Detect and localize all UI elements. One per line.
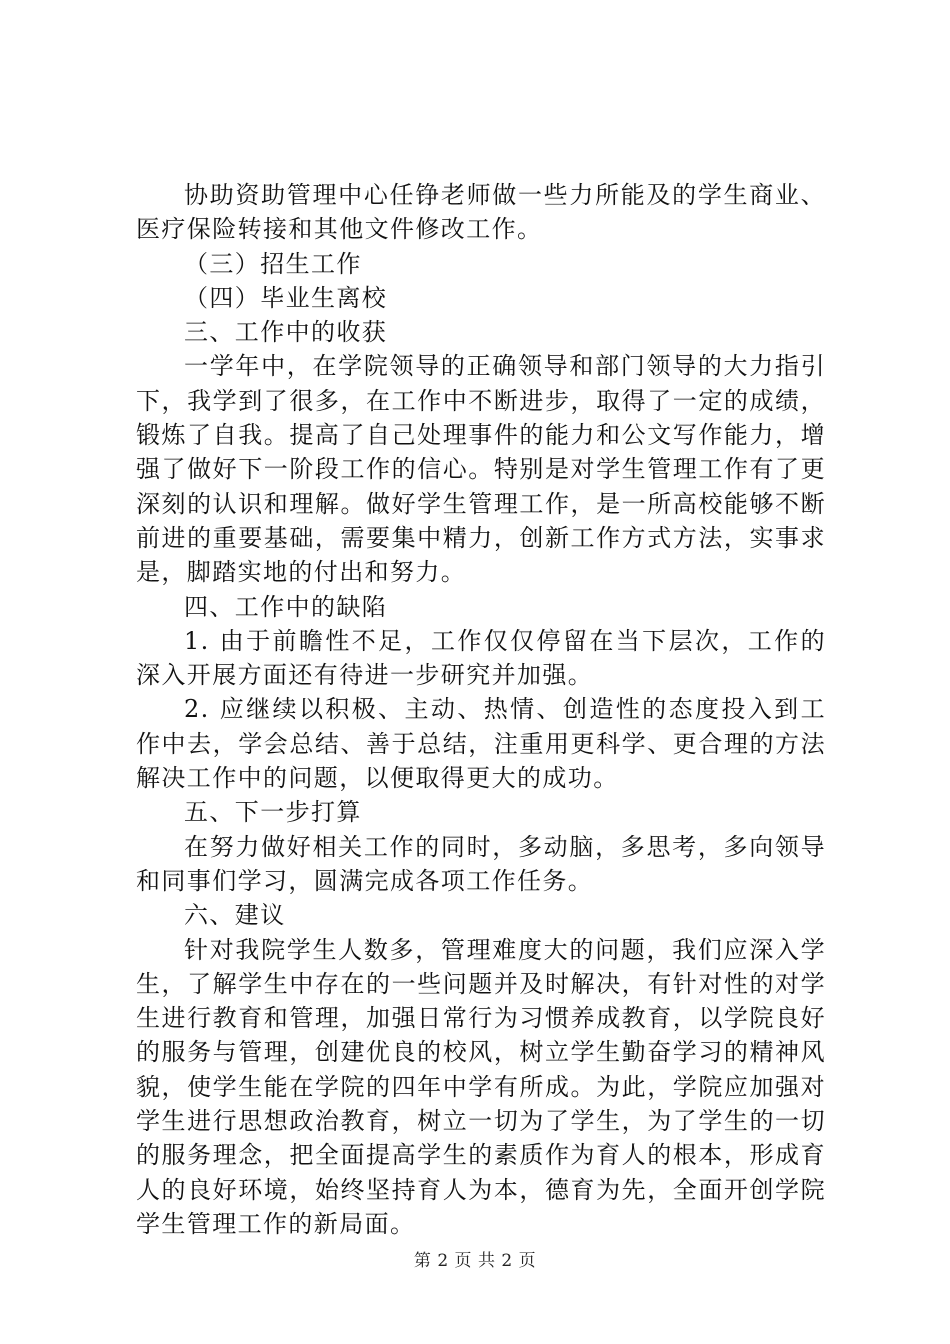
heading-next-steps: 五、下一步打算 [184, 798, 362, 827]
paragraph-gains: 一学年中，在学院领导的正确领导和部门领导的大力指引下，我学到了很多，在工作中不断进步，取得了一定的成绩，锻炼了自我。提高了自己处理事件的能力和公文写作能力，增强了做好下一阶段工作的信心。特别是对学生管理工作有了更深刻的认识和理解。做好学生管理工作，是一所高校能够不断前进的重要基础，需要集中精力，创新工作方式方法，实事求是，脚踏实地的付出和努力。 [136, 352, 826, 587]
paragraph-shortcoming-2: 2. 应继续以积极、主动、热情、创造性的态度投入到工作中去，学会总结、善于总结，注重用更科学、更合理的方法解决工作中的问题，以便取得更大的成功。 [136, 695, 826, 793]
heading-shortcomings: 四、工作中的缺陷 [184, 592, 388, 621]
paragraph-insurance-work: 协助资助管理中心任铮老师做一些力所能及的学生商业、医疗保险转接和其他文件修改工作。 [136, 181, 826, 244]
paragraph-next-steps: 在努力做好相关工作的同时，多动脑，多思考，多向领导和同事们学习，圆满完成各项工作任务。 [136, 832, 826, 895]
heading-graduates: （四）毕业生离校 [184, 283, 388, 312]
page-footer: 第 2 页 共 2 页 [413, 1251, 537, 1271]
heading-gains: 三、工作中的收获 [184, 318, 388, 347]
heading-suggestions: 六、建议 [184, 901, 286, 930]
heading-admissions: （三）招生工作 [184, 249, 362, 278]
paragraph-shortcoming-1: 1. 由于前瞻性不足，工作仅仅停留在当下层次，工作的深入开展方面还有待进一步研究并加强。 [136, 626, 826, 690]
document-body [136, 178, 826, 1241]
paragraph-suggestions: 针对我院学生人数多，管理难度大的问题，我们应深入学生，了解学生中存在的一些问题并及时解决，有针对性的对学生进行教育和管理，加强日常行为习惯养成教育，以学院良好的服务与管理，创建优良的校风，树立学生勤奋学习的精神风貌，使学生能在学院的四年中学有所成。为此，学院应加强对学生进行思想政治教育，树立一切为了学生，为了学生的一切的服务理念，把全面提高学生的素质作为育人的根本，形成育人的良好环境，始终坚持育人为本，德育为先，全面开创学院学生管理工作的新局面。 [136, 935, 826, 1238]
